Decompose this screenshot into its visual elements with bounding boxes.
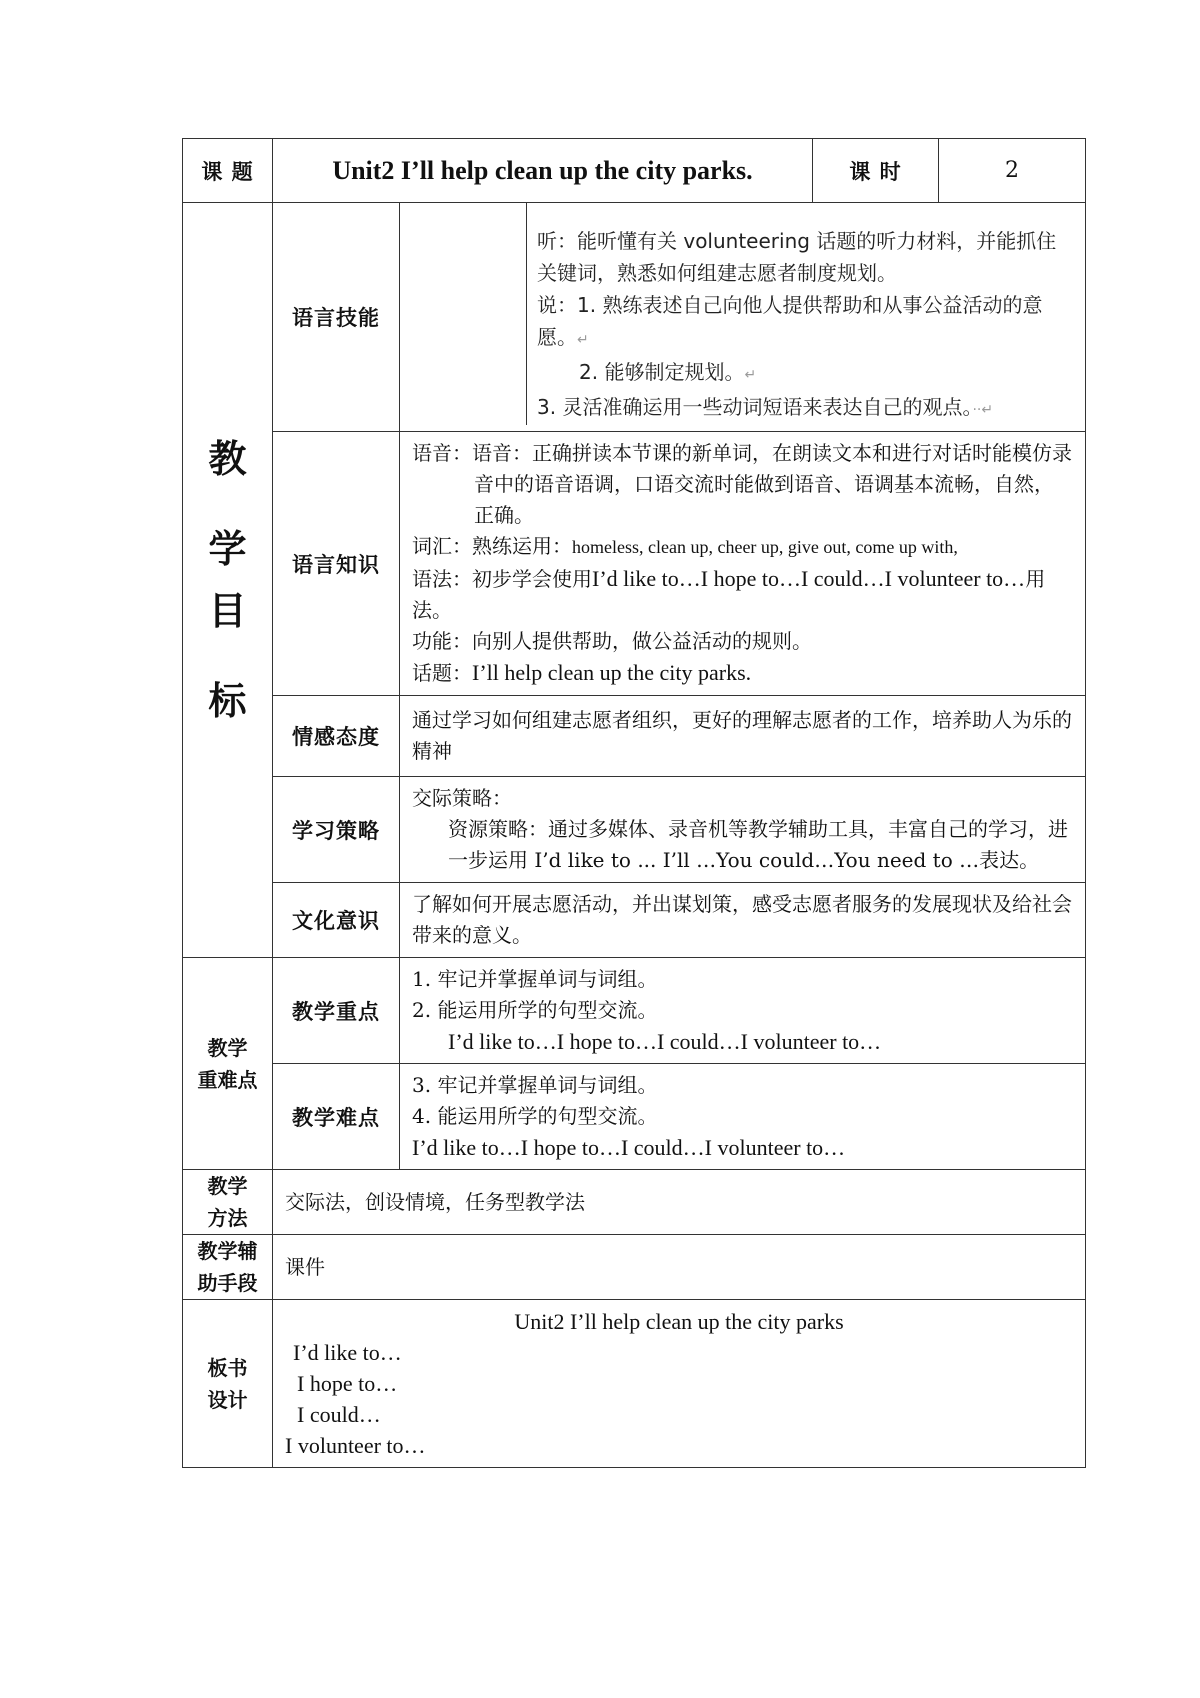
knowledge-label: 语言知识 — [273, 432, 400, 696]
board-title: Unit2 I’ll help clean up the city parks — [514, 1309, 844, 1334]
aids-row — [183, 1235, 1086, 1300]
strategy-communication: 交际策略： — [412, 786, 512, 810]
board-label: 板书 设计 — [183, 1300, 273, 1468]
objectives-char: 目 — [208, 588, 247, 633]
skills-speaking-2: 2. 能够制定规划。↵ — [579, 360, 757, 384]
culture-content: 了解如何开展志愿活动，并出谋划策，感受志愿者服务的发展现状及给社会带来的意义。 — [400, 883, 1086, 958]
knowledge-vocabulary: 词汇：熟练运用：homeless, clean up, cheer up, give out, come up with, — [412, 534, 958, 558]
focus-label: 教学 重难点 — [183, 958, 273, 1170]
period-label: 课 时 — [813, 139, 939, 203]
aids-content: 课件 — [273, 1235, 1086, 1300]
attitude-row — [183, 696, 1086, 777]
skills-listening: 听：能听懂有关 volunteering 话题的听力材料，并能抓住关键词，熟悉如何组建志愿者制度规划。 — [537, 229, 1057, 285]
difficult-points-row — [183, 1064, 1086, 1170]
method-row — [183, 1170, 1086, 1235]
lesson-plan-sheet — [182, 138, 1085, 1468]
knowledge-row — [183, 432, 1086, 696]
knowledge-grammar: 语法：初步学会使用I’d like to…I hope to…I could…I volunteer to…用法。 — [412, 566, 1046, 622]
difficult-point-3: 3. 牢记并掌握单词与词组。 — [412, 1073, 658, 1097]
attitude-content: 通过学习如何组建志愿者组织，更好的理解志愿者的工作，培养助人为乐的精神 — [400, 696, 1086, 777]
strategy-row — [183, 777, 1086, 883]
knowledge-pronunciation: 语音：语音：正确拼读本节课的新单词，在朗读文本和进行对话时能模仿录音中的语音语调，口语交流时能做到语音、语调基本流畅，自然，正确。 — [412, 441, 1072, 527]
key-point-1: 1. 牢记并掌握单词与词组。 — [412, 967, 658, 991]
attitude-label: 情感态度 — [273, 696, 400, 777]
board-line: I’d like to… — [293, 1340, 402, 1365]
difficult-points-content — [400, 1064, 1086, 1170]
knowledge-topic: 话题：I’ll help clean up the city parks. — [412, 660, 752, 685]
culture-label: 文化意识 — [273, 883, 400, 958]
knowledge-function: 功能：向别人提供帮助，做公益活动的规则。 — [412, 629, 812, 653]
skills-label: 语言技能 — [273, 203, 400, 432]
objectives-label — [183, 203, 273, 958]
lesson-title: Unit2 I’ll help clean up the city parks. — [273, 139, 813, 203]
method-label: 教学 方法 — [183, 1170, 273, 1235]
objectives-char: 学 — [208, 526, 247, 571]
objectives-char: 教 — [208, 436, 247, 481]
board-row — [183, 1300, 1086, 1468]
skills-speaking-1: 说：1. 熟练表述自己向他人提供帮助和从事公益活动的意愿。↵ — [537, 293, 1043, 349]
board-line: I volunteer to… — [285, 1433, 426, 1458]
key-point-patterns: I’d like to…I hope to…I could…I volunteer to… — [448, 1029, 882, 1054]
method-content: 交际法，创设情境，任务型教学法 — [273, 1170, 1086, 1235]
strategy-label: 学习策略 — [273, 777, 400, 883]
strategy-resources: 资源策略：通过多媒体、录音机等教学辅助工具，丰富自己的学习，进一步运用 I’d like to ... I’ll …You could…You need to …表达。 — [448, 817, 1068, 872]
aids-label: 教学辅 助手段 — [183, 1235, 273, 1300]
skills-content — [400, 203, 1086, 432]
key-points-content — [400, 958, 1086, 1064]
difficult-point-patterns: I’d like to…I hope to…I could…I volunteer to… — [412, 1135, 846, 1160]
period-value: 2 — [939, 139, 1086, 203]
key-points-row — [183, 958, 1086, 1064]
board-line: I could… — [297, 1402, 381, 1427]
objectives-char: 标 — [208, 678, 247, 723]
topic-label: 课 题 — [183, 139, 273, 203]
difficult-points-label: 教学难点 — [273, 1064, 400, 1170]
board-content — [273, 1300, 1086, 1468]
knowledge-content — [400, 432, 1086, 696]
board-line: I hope to… — [297, 1371, 398, 1396]
strategy-content — [400, 777, 1086, 883]
header-row — [183, 139, 1086, 203]
culture-row — [183, 883, 1086, 958]
skills-row — [183, 203, 1086, 432]
lesson-plan-table — [182, 138, 1086, 1468]
difficult-point-4: 4. 能运用所学的句型交流。 — [412, 1104, 658, 1128]
skills-speaking-3: 3. 灵活准确运用一些动词短语来表达自己的观点。··↵ — [537, 395, 994, 419]
key-point-2: 2. 能运用所学的句型交流。 — [412, 998, 658, 1022]
key-points-label: 教学重点 — [273, 958, 400, 1064]
